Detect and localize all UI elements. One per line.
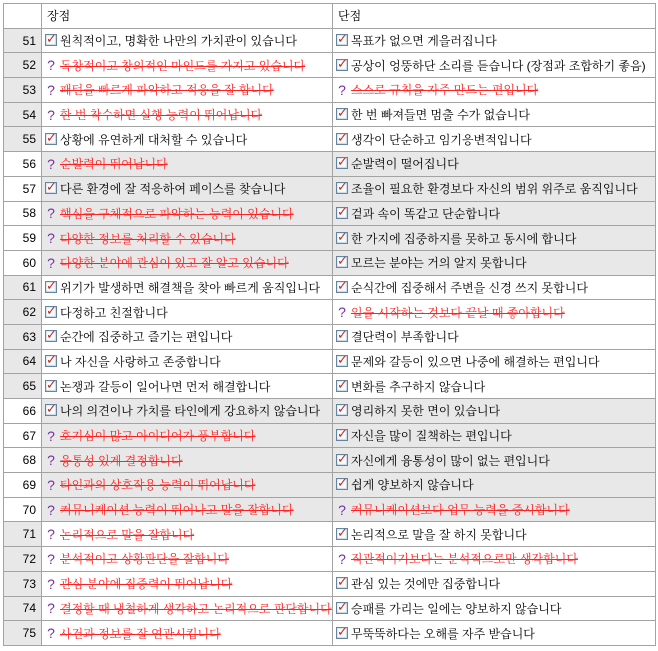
strength-cell (42, 547, 333, 572)
strength-cell (42, 571, 333, 596)
strength-text: 타인과의 상호작용 능력이 뛰어납니다 (60, 478, 256, 493)
row-number: 51 (4, 28, 42, 53)
table-row (4, 152, 656, 177)
table-row (4, 275, 656, 300)
table-row (4, 349, 656, 374)
table-row (4, 201, 656, 226)
question-mark-icon[interactable] (336, 502, 348, 518)
weakness-text: 결단력이 부족합니다 (351, 330, 459, 345)
strength-cell (42, 423, 333, 448)
weakness-text: 변화를 추구하지 않습니다 (351, 379, 486, 394)
question-mark-icon[interactable] (45, 57, 57, 73)
question-mark-icon[interactable] (45, 502, 57, 518)
table-row (4, 300, 656, 325)
weakness-cell (333, 152, 656, 177)
table-row (4, 596, 656, 621)
question-mark-icon[interactable] (45, 156, 57, 172)
row-number: 70 (4, 497, 42, 522)
checkbox-checked-icon[interactable] (45, 404, 57, 416)
strength-cell (42, 300, 333, 325)
checkbox-checked-icon[interactable] (336, 281, 348, 293)
checkbox-checked-icon[interactable] (45, 355, 57, 367)
weakness-cell (333, 53, 656, 78)
weakness-cell (333, 522, 656, 547)
strength-cell (42, 522, 333, 547)
strength-cell (42, 473, 333, 498)
row-number: 69 (4, 473, 42, 498)
row-number: 62 (4, 300, 42, 325)
row-number: 67 (4, 423, 42, 448)
strength-text: 다른 환경에 잘 적응하여 페이스를 찾습니다 (60, 182, 286, 197)
strength-cell (42, 102, 333, 127)
row-number: 56 (4, 152, 42, 177)
table-row (4, 522, 656, 547)
weakness-cell (333, 300, 656, 325)
weakness-text: 자신에게 융통성이 많이 없는 편입니다 (351, 453, 550, 468)
table-row (4, 473, 656, 498)
checkbox-checked-icon[interactable] (45, 330, 57, 342)
row-number: 58 (4, 201, 42, 226)
row-number: 75 (4, 621, 42, 646)
checkbox-checked-icon[interactable] (336, 232, 348, 244)
weakness-cell (333, 596, 656, 621)
strength-cell (42, 176, 333, 201)
strength-cell (42, 349, 333, 374)
checkbox-checked-icon[interactable] (45, 380, 57, 392)
strength-cell (42, 53, 333, 78)
weakness-text: 스스로 규칙을 자주 만드는 편입니다 (351, 83, 539, 98)
strength-text: 독창적이고 창의적인 마인드를 가지고 있습니다 (60, 58, 306, 73)
header-number-cell (4, 4, 42, 29)
table-row (4, 621, 656, 646)
row-number: 74 (4, 596, 42, 621)
checkbox-checked-icon[interactable] (45, 34, 57, 46)
question-mark-icon[interactable] (45, 205, 57, 221)
row-number: 72 (4, 547, 42, 572)
question-mark-icon[interactable] (45, 107, 57, 123)
weakness-text: 커뮤니케이션보다 업무 능력을 중시합니다 (351, 503, 570, 518)
weakness-text: 영리하지 못한 면이 있습니다 (351, 404, 501, 419)
strength-cell (42, 226, 333, 251)
row-number: 60 (4, 250, 42, 275)
table-row (4, 448, 656, 473)
weakness-cell (333, 250, 656, 275)
weakness-text: 쉽게 양보하지 않습니다 (351, 478, 474, 493)
table-row (4, 176, 656, 201)
checkbox-checked-icon[interactable] (336, 380, 348, 392)
header-row (4, 4, 656, 29)
row-number: 64 (4, 349, 42, 374)
weakness-text: 자신을 많이 질책하는 편입니다 (351, 429, 512, 444)
weakness-cell (333, 324, 656, 349)
checkbox-checked-icon[interactable] (336, 355, 348, 367)
strength-text: 상황에 유연하게 대처할 수 있습니다 (60, 132, 248, 147)
question-mark-icon[interactable] (45, 551, 57, 567)
table-row (4, 324, 656, 349)
strength-text: 분석적이고 상황판단을 잘합니다 (60, 552, 229, 567)
weakness-text: 모르는 분야는 거의 알지 못합니다 (351, 256, 527, 271)
checklist-table (3, 3, 656, 646)
weakness-text: 관심 있는 것에만 집중합니다 (351, 577, 501, 592)
weakness-cell (333, 448, 656, 473)
weakness-cell (333, 176, 656, 201)
question-mark-icon[interactable] (45, 576, 57, 592)
weakness-text: 순식간에 집중해서 주변을 신경 쓰지 못합니다 (351, 280, 588, 295)
strength-text: 위기가 발생하면 해결책을 찾아 빠르게 움직입니다 (60, 280, 321, 295)
table-row (4, 374, 656, 399)
row-number: 54 (4, 102, 42, 127)
strength-text: 패턴을 빠르게 파악하고 적응을 잘 합니다 (60, 83, 274, 98)
table-row (4, 571, 656, 596)
strength-cell (42, 448, 333, 473)
table-row (4, 250, 656, 275)
weakness-cell (333, 621, 656, 646)
strength-text: 다양한 분야에 관심이 있고 잘 알고 있습니다 (60, 256, 289, 271)
table-row (4, 497, 656, 522)
checkbox-checked-icon[interactable] (336, 207, 348, 219)
question-mark-icon[interactable] (45, 255, 57, 271)
strength-text: 논리적으로 말을 잘합니다 (60, 527, 195, 542)
weakness-text: 순발력이 떨어집니다 (351, 157, 459, 172)
strength-text: 순발력이 뛰어납니다 (60, 157, 168, 172)
checkbox-checked-icon[interactable] (336, 133, 348, 145)
row-number: 55 (4, 127, 42, 152)
table-row (4, 127, 656, 152)
table-row (4, 78, 656, 103)
row-number: 63 (4, 324, 42, 349)
checkbox-checked-icon[interactable] (336, 34, 348, 46)
question-mark-icon[interactable] (45, 477, 57, 493)
weakness-cell (333, 423, 656, 448)
checkbox-checked-icon[interactable] (336, 330, 348, 342)
weakness-cell (333, 547, 656, 572)
table-row (4, 423, 656, 448)
strength-cell (42, 621, 333, 646)
strength-text: 논쟁과 갈등이 일어나면 먼저 해결합니다 (60, 379, 271, 394)
header-strength: 장점 (42, 4, 333, 29)
question-mark-icon[interactable] (45, 526, 57, 542)
row-number: 71 (4, 522, 42, 547)
question-mark-icon[interactable] (336, 551, 348, 567)
strength-text: 융통성 있게 결정합니다 (60, 453, 183, 468)
weakness-text: 승패를 가리는 일에는 양보하지 않습니다 (351, 601, 562, 616)
weakness-cell (333, 226, 656, 251)
weakness-text: 공상이 엉뚱하단 소리를 듣습니다 (장점과 조합하기 좋음) (351, 58, 646, 73)
question-mark-icon[interactable] (45, 625, 57, 641)
table-row (4, 102, 656, 127)
strength-text: 순간에 집중하고 즐기는 편입니다 (60, 330, 233, 345)
strength-text: 원칙적이고, 명확한 나만의 가치관이 있습니다 (60, 34, 297, 49)
table-body (4, 28, 656, 645)
strength-cell (42, 497, 333, 522)
weakness-text: 한 가지에 집중하지를 못하고 동시에 합니다 (351, 231, 577, 246)
checkbox-checked-icon[interactable] (45, 281, 57, 293)
checkbox-checked-icon[interactable] (336, 108, 348, 120)
row-number: 59 (4, 226, 42, 251)
question-mark-icon[interactable] (45, 428, 57, 444)
strength-cell (42, 201, 333, 226)
weakness-text: 직관적이기보다는 분석적으로만 생각합니다 (351, 552, 578, 567)
weakness-text: 조율이 필요한 환경보다 자신의 범위 위주로 움직입니다 (351, 182, 638, 197)
row-number: 53 (4, 78, 42, 103)
checkbox-checked-icon[interactable] (336, 454, 348, 466)
checkbox-checked-icon[interactable] (336, 157, 348, 169)
question-mark-icon[interactable] (45, 452, 57, 468)
weakness-text: 문제와 갈등이 있으면 나중에 해결하는 편입니다 (351, 354, 600, 369)
table-row (4, 226, 656, 251)
weakness-cell (333, 78, 656, 103)
strength-text: 사건과 정보를 잘 연관시킵니다 (60, 626, 221, 641)
weakness-cell (333, 201, 656, 226)
checkbox-checked-icon[interactable] (336, 59, 348, 71)
weakness-text: 목표가 없으면 게을러집니다 (351, 34, 497, 49)
checkbox-checked-icon[interactable] (336, 627, 348, 639)
row-number: 73 (4, 571, 42, 596)
row-number: 65 (4, 374, 42, 399)
weakness-cell (333, 473, 656, 498)
weakness-cell (333, 349, 656, 374)
weakness-text: 한 번 빠져들면 멈출 수가 없습니다 (351, 108, 530, 123)
checkbox-checked-icon[interactable] (336, 429, 348, 441)
question-mark-icon[interactable] (336, 82, 348, 98)
strength-text: 다양한 정보를 처리할 수 있습니다 (60, 231, 236, 246)
weakness-cell (333, 497, 656, 522)
checkbox-checked-icon[interactable] (336, 602, 348, 614)
strength-cell (42, 78, 333, 103)
header-weakness: 단점 (333, 4, 656, 29)
strength-text: 다정하고 친절합니다 (60, 305, 168, 320)
strength-cell (42, 250, 333, 275)
weakness-text: 무뚝뚝하다는 오해를 자주 받습니다 (351, 626, 535, 641)
table-row (4, 53, 656, 78)
strength-cell (42, 374, 333, 399)
weakness-cell (333, 399, 656, 424)
weakness-cell (333, 102, 656, 127)
checkbox-checked-icon[interactable] (336, 404, 348, 416)
strength-cell (42, 324, 333, 349)
strength-text: 나의 의견이나 가치를 타인에게 강요하지 않습니다 (60, 404, 321, 419)
weakness-text: 논리적으로 말을 잘 하지 못합니다 (351, 527, 527, 542)
strength-cell (42, 152, 333, 177)
checkbox-checked-icon[interactable] (336, 528, 348, 540)
strength-cell (42, 127, 333, 152)
strength-cell (42, 275, 333, 300)
weakness-cell (333, 374, 656, 399)
checkbox-checked-icon[interactable] (336, 478, 348, 490)
weakness-cell (333, 571, 656, 596)
weakness-text: 생각이 단순하고 임기응변적입니다 (351, 132, 532, 147)
checkbox-checked-icon[interactable] (45, 306, 57, 318)
weakness-text: 겉과 속이 똑같고 단순합니다 (351, 206, 501, 221)
strength-text: 호기심이 많고 아이디어가 풍부합니다 (60, 429, 256, 444)
strength-cell (42, 399, 333, 424)
checkbox-checked-icon[interactable] (336, 256, 348, 268)
row-number: 68 (4, 448, 42, 473)
weakness-cell (333, 28, 656, 53)
strength-text: 결정할 때 냉철하게 생각하고 논리적으로 판단합니다 (60, 601, 332, 616)
row-number: 57 (4, 176, 42, 201)
strength-text: 핵심을 구체적으로 파악하는 능력이 있습니다 (60, 206, 294, 221)
strength-cell (42, 596, 333, 621)
checkbox-checked-icon[interactable] (336, 182, 348, 194)
checkbox-checked-icon[interactable] (45, 133, 57, 145)
checkbox-checked-icon[interactable] (336, 577, 348, 589)
table-row (4, 399, 656, 424)
strength-text: 커뮤니케이션 능력이 뛰어나고 말을 잘합니다 (60, 503, 294, 518)
strength-text: 나 자신을 사랑하고 존중합니다 (60, 354, 221, 369)
strength-text: 한 번 착수하면 실행 능력이 뛰어납니다 (60, 108, 263, 123)
question-mark-icon[interactable] (336, 304, 348, 320)
weakness-cell (333, 275, 656, 300)
row-number: 61 (4, 275, 42, 300)
table-row (4, 28, 656, 53)
row-number: 52 (4, 53, 42, 78)
question-mark-icon[interactable] (45, 230, 57, 246)
checkbox-checked-icon[interactable] (45, 182, 57, 194)
question-mark-icon[interactable] (45, 82, 57, 98)
table-row (4, 547, 656, 572)
strength-cell (42, 28, 333, 53)
row-number: 66 (4, 399, 42, 424)
weakness-cell (333, 127, 656, 152)
strength-text: 관심 분야에 집중력이 뛰어납니다 (60, 577, 233, 592)
weakness-text: 일을 시작하는 것보다 끝날 때 좋아합니다 (351, 305, 565, 320)
question-mark-icon[interactable] (45, 600, 57, 616)
